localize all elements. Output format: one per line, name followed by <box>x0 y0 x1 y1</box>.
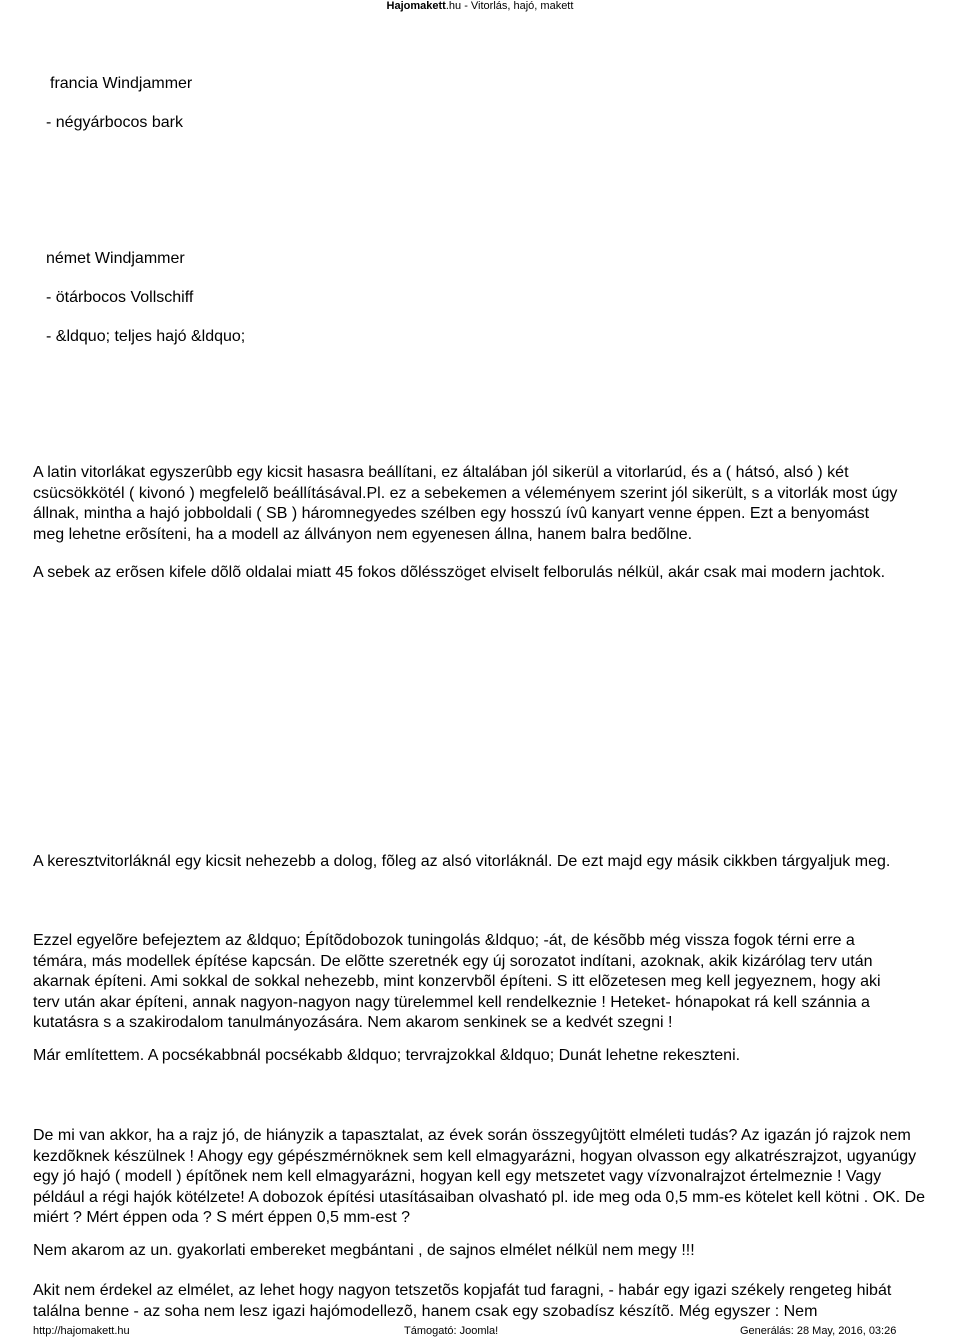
paragraph-tuning-end: Ezzel egyelõre befejeztem az &ldquo; Építõdobozok tuningolás &ldquo; -át, de késõbb még vissza fogok térni erre a témára, más modellek építése kapcsán. De elõtte szeretnék egy új sorozatot indítani, azoknak, akik kizárólag terv után akarnak építeni. Ami sokkal de sokkal nehezebb, mint konzervbõl építeni. S itt elõzetesen meg kell jegyeznem, hogy aki terv után akar építeni, annak nagyon-nagyon nagy türelemmel kell rendelkeznie ! Heteket- hónapokat rá kell szánnia a kutatásra s a szakirodalom tanulmányozására. Nem akarom senkinek se a kedvét szegni ! <box>33 932 881 1031</box>
header-site-name: Hajomakett <box>386 0 446 12</box>
caption-german-note: - &ldquo; teljes hajó &ldquo; <box>46 328 246 345</box>
page-header <box>0 0 960 12</box>
paragraph-latin-sails: A latin vitorlákat egyszerûbb egy kicsit hasasra beállítani, ez általában jól sikerül a vitorlarúd, és a ( hátsó, alsó ) két csücsökkötél ( kivonó ) megfelelõ beállításával.Pl. ez a sebekemen a véleményem szerint jól sikerült, s a vitorlák most úgy állnak, mintha a hajó jobboldali ( SB ) háromnegyedes szélben egy hosszú ívû kanyart venne éppen. Ezt a benyomást meg lehetne erõsíteni, ha a modell az állványon nem egyenesen állna, hanem balra bedõlne. <box>33 464 898 543</box>
paragraph-theory: De mi van akkor, ha a rajz jó, de hiányzik a tapasztalat, az évek során összegyûjtött elméleti tudás? Az igazán jó rajzok nem kezdõknek készülnek ! Ahogy egy gépészmérnöknek sem kell elmagyarázni, hogyan olvasson egy alkatrészrajzot, ugyanúgy egy jó hajó ( modell ) építõnek nem kell elmagyarázni, hogyan kell egy metszetet vagy vízvonalrajzot értelmeznie ! Vagy például a régi hajók kötélzete! A dobozok építési utasításaiban olvasható pl. ide meg oda 0,5 mm-es kötelet kell kötni . OK. De miért ? Mért éppen oda ? S mért éppen 0,5 mm-est ? <box>33 1127 926 1226</box>
caption-french-name: francia Windjammer <box>50 75 193 92</box>
footer-url: http://hajomakett.hu <box>33 1325 130 1337</box>
paragraph-tilt: A sebek az erõsen kifele dõlõ oldalai miatt 45 fokos dõlésszöget elviselt felborulás nélkül, akár csak mai modern jachtok. <box>33 564 886 581</box>
footer-sponsor: Támogató: Joomla! <box>404 1325 499 1337</box>
footer-generated: Generálás: 28 May, 2016, 03:26 <box>740 1325 897 1337</box>
caption-german-type: - ötárbocos Vollschiff <box>46 289 194 306</box>
paragraph-practical: Nem akarom az un. gyakorlati embereket megbántani , de sajnos elmélet nélkül nem megy !!! <box>33 1242 695 1259</box>
paragraph-square-sails: A keresztvitorláknál egy kicsit nehezebb a dolog, fõleg az alsó vitorláknál. De ezt majd egy másik cikkben tárgyaljuk meg. <box>33 853 891 870</box>
header-title: .hu - Vitorlás, hajó, makett <box>445 0 574 12</box>
paragraph-kopjafa: Akit nem érdekel az elmélet, az lehet hogy nagyon tetszetõs kopjafát tud faragni, - habár egy igazi székely rengeteg hibát találna benne - az soha nem lesz igazi hajómodellezõ, hanem csak egy szobadísz készítõ. Még egyszer : Nem <box>33 1282 892 1320</box>
paragraph-bad-plans: Már említettem. A pocsékabbnál pocsékabb &ldquo; tervrajzokkal &ldquo; Dunát lehetne rekeszteni. <box>33 1047 741 1064</box>
caption-german-name: német Windjammer <box>46 250 185 267</box>
caption-french-type: - négyárbocos bark <box>46 114 183 131</box>
